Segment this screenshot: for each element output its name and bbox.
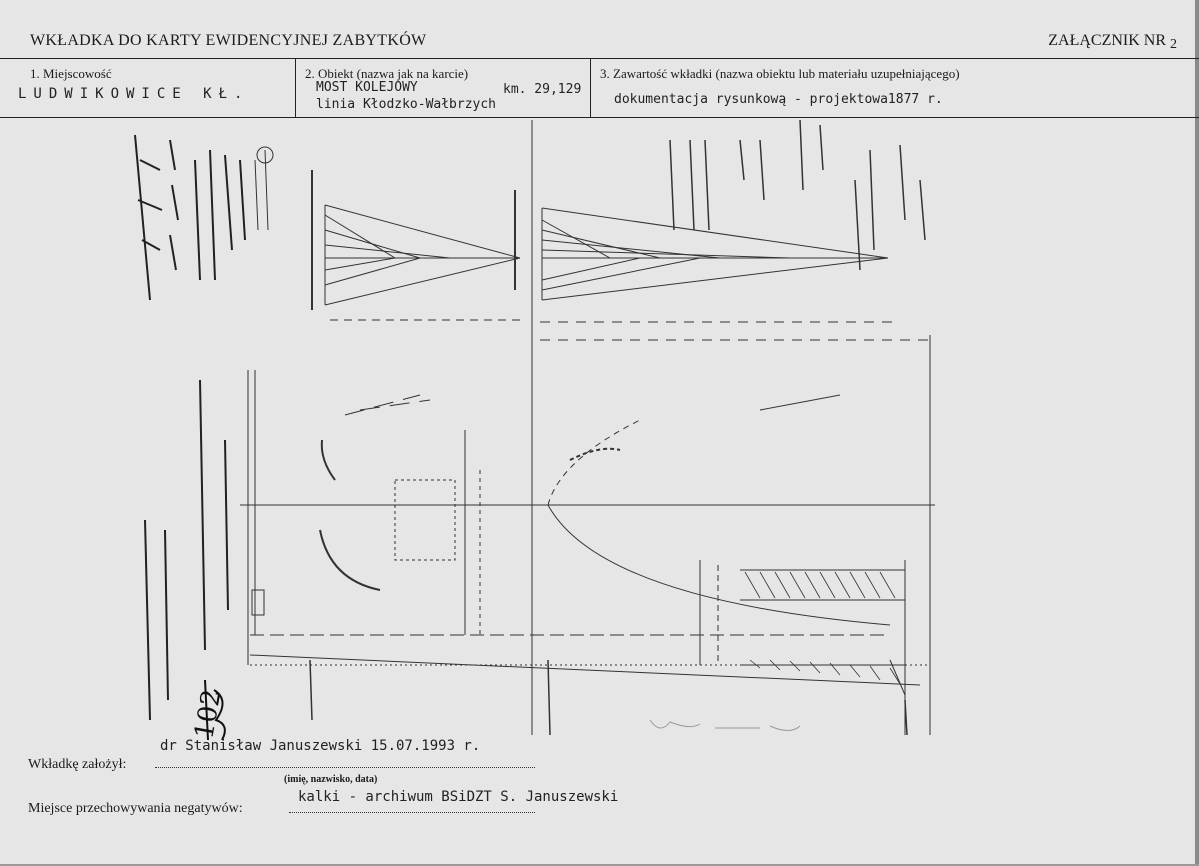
- arch-curve-upper: [548, 420, 640, 505]
- annex-label-text: ZAŁĄCZNIK NR: [1048, 32, 1166, 49]
- stamp-number: 102: [189, 687, 228, 742]
- founder-dotted-line: [155, 767, 535, 768]
- founder-label: Wkładkę założył:: [28, 757, 127, 772]
- card-title: WKŁADKA DO KARTY EWIDENCYJNEJ ZABYTKÓW: [30, 32, 427, 49]
- storage-value: kalki - archiwum BSiDZT S. Januszewski: [298, 789, 619, 805]
- contents-label: 3. Zawartość wkładki (nazwa obiektu lub materiału uzupełniającego): [600, 66, 960, 81]
- object-label: 2. Obiekt (nazwa jak na karcie): [305, 66, 469, 81]
- handwritten-notes-right: [670, 120, 925, 270]
- annex-number: 2: [1170, 37, 1177, 52]
- ground-line: [250, 655, 920, 685]
- signature-strokes: [255, 147, 273, 230]
- handwritten-notes-left: [135, 135, 245, 300]
- founder-caption: (imię, nazwisko, data): [284, 774, 378, 785]
- pencil-signature: [650, 720, 800, 731]
- contents-value: dokumentacja rysunkową - projektowa1877 r.: [614, 92, 943, 107]
- object-value-line2: linia Kłodzko-Wałbrzych: [316, 97, 497, 112]
- hatched-section-upper: [745, 572, 895, 598]
- object-value-line1: MOST KOLEJOWY: [316, 80, 418, 95]
- handwritten-vertical-titles: [145, 380, 228, 720]
- object-km: km. 29,129: [503, 82, 582, 97]
- storage-label: Miejsce przechowywania negatywów:: [28, 801, 243, 816]
- place-value: LUDWIKOWICE KŁ.: [18, 86, 250, 102]
- arch-left: [320, 530, 380, 590]
- storage-dotted-line: [289, 812, 535, 813]
- arch-curve-main: [548, 505, 890, 625]
- place-label: 1. Miejscowość: [30, 66, 112, 81]
- force-diagram-right: [515, 190, 930, 340]
- founder-value: dr Stanisław Januszewski 15.07.1993 r.: [160, 738, 481, 754]
- force-diagram-left: [312, 170, 520, 320]
